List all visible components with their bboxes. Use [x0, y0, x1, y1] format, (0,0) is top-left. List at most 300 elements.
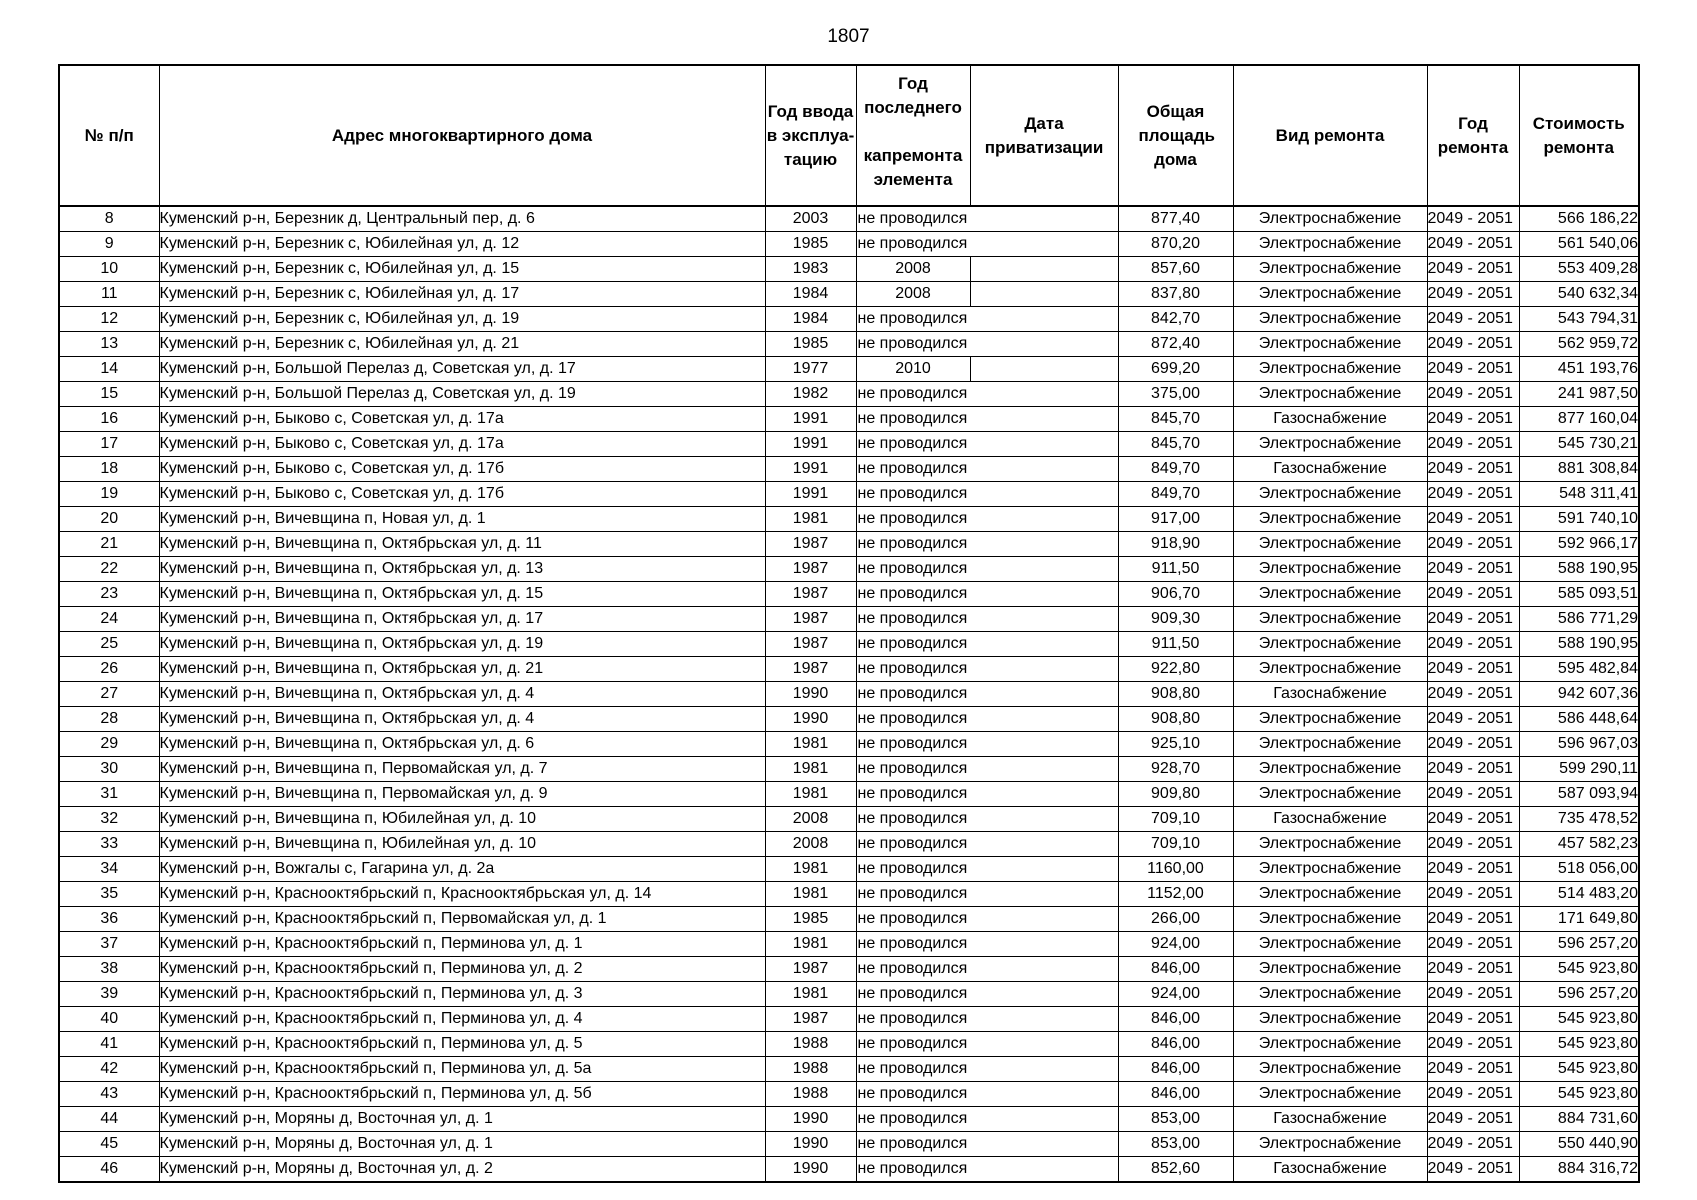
row-area: 908,80: [1118, 682, 1233, 707]
row-repair-period: 2049 - 2051: [1427, 407, 1519, 432]
table-row: [59, 982, 1639, 1007]
row-repair-period: 2049 - 2051: [1427, 1132, 1519, 1157]
row-commission-year: 1987: [765, 957, 856, 982]
row-commission-year: 1990: [765, 1107, 856, 1132]
table-row: [59, 232, 1639, 257]
row-number: 10: [59, 257, 159, 282]
row-area: 1152,00: [1118, 882, 1233, 907]
row-repair-period: 2049 - 2051: [1427, 732, 1519, 757]
row-repair-kind: Электроснабжение: [1233, 632, 1427, 657]
row-address: Куменский р-н, Быково с, Советская ул, д. 17а: [159, 407, 765, 432]
row-privatization: [970, 206, 1118, 232]
row-area: 846,00: [1118, 1057, 1233, 1082]
row-number: 26: [59, 657, 159, 682]
row-repair-cost: 514 483,20: [1519, 882, 1639, 907]
row-last-repair: не проводился: [856, 882, 970, 907]
row-last-repair: не проводился: [856, 432, 970, 457]
row-repair-cost: 518 056,00: [1519, 857, 1639, 882]
row-repair-period: 2049 - 2051: [1427, 882, 1519, 907]
row-privatization: [970, 1007, 1118, 1032]
row-privatization: [970, 657, 1118, 682]
row-repair-kind: Электроснабжение: [1233, 607, 1427, 632]
row-area: 845,70: [1118, 432, 1233, 457]
row-number: 18: [59, 457, 159, 482]
row-area: 853,00: [1118, 1107, 1233, 1132]
row-area: 857,60: [1118, 257, 1233, 282]
row-area: 849,70: [1118, 457, 1233, 482]
row-last-repair: не проводился: [856, 1082, 970, 1107]
table-row: [59, 1007, 1639, 1032]
row-address: Куменский р-н, Моряны д, Восточная ул, д. 2: [159, 1157, 765, 1183]
row-address: Куменский р-н, Большой Перелаз д, Советская ул, д. 19: [159, 382, 765, 407]
row-repair-period: 2049 - 2051: [1427, 1107, 1519, 1132]
table-row: [59, 382, 1639, 407]
table-row: [59, 307, 1639, 332]
row-last-repair: не проводился: [856, 957, 970, 982]
row-number: 24: [59, 607, 159, 632]
row-repair-kind: Электроснабжение: [1233, 357, 1427, 382]
header-num: № п/п: [59, 65, 159, 206]
row-repair-period: 2049 - 2051: [1427, 682, 1519, 707]
row-last-repair: 2008: [856, 257, 970, 282]
row-repair-cost: 884 316,72: [1519, 1157, 1639, 1183]
row-number: 41: [59, 1032, 159, 1057]
row-repair-cost: 596 257,20: [1519, 932, 1639, 957]
row-privatization: [970, 432, 1118, 457]
row-last-repair: не проводился: [856, 1157, 970, 1183]
row-address: Куменский р-н, Березник с, Юбилейная ул, д. 12: [159, 232, 765, 257]
row-repair-kind: Электроснабжение: [1233, 206, 1427, 232]
row-repair-cost: 545 923,80: [1519, 1007, 1639, 1032]
row-repair-kind: Газоснабжение: [1233, 457, 1427, 482]
row-last-repair: не проводился: [856, 1032, 970, 1057]
row-area: 877,40: [1118, 206, 1233, 232]
row-address: Куменский р-н, Вичевщина п, Первомайская ул, д. 9: [159, 782, 765, 807]
row-commission-year: 1987: [765, 557, 856, 582]
row-repair-period: 2049 - 2051: [1427, 1007, 1519, 1032]
row-number: 32: [59, 807, 159, 832]
row-privatization: [970, 1132, 1118, 1157]
row-commission-year: 1988: [765, 1032, 856, 1057]
row-repair-period: 2049 - 2051: [1427, 332, 1519, 357]
row-repair-cost: 591 740,10: [1519, 507, 1639, 532]
row-privatization: [970, 957, 1118, 982]
row-repair-cost: 586 448,64: [1519, 707, 1639, 732]
row-last-repair: не проводился: [856, 632, 970, 657]
row-number: 46: [59, 1157, 159, 1183]
row-area: 924,00: [1118, 982, 1233, 1007]
header-last-repair-bottom: капремонта элемента: [863, 146, 963, 189]
row-address: Куменский р-н, Моряны д, Восточная ул, д. 1: [159, 1132, 765, 1157]
table-row: [59, 832, 1639, 857]
row-repair-cost: 588 190,95: [1519, 632, 1639, 657]
row-repair-period: 2049 - 2051: [1427, 957, 1519, 982]
row-repair-period: 2049 - 2051: [1427, 982, 1519, 1007]
row-address: Куменский р-н, Вичевщина п, Октябрьская ул, д. 17: [159, 607, 765, 632]
row-last-repair: не проводился: [856, 307, 970, 332]
row-repair-kind: Электроснабжение: [1233, 707, 1427, 732]
row-commission-year: 1990: [765, 1157, 856, 1183]
row-repair-period: 2049 - 2051: [1427, 507, 1519, 532]
row-address: Куменский р-н, Вичевщина п, Октябрьская ул, д. 21: [159, 657, 765, 682]
row-number: 21: [59, 532, 159, 557]
row-area: 909,30: [1118, 607, 1233, 632]
row-number: 35: [59, 882, 159, 907]
row-commission-year: 1990: [765, 682, 856, 707]
row-area: 918,90: [1118, 532, 1233, 557]
row-repair-kind: Газоснабжение: [1233, 1157, 1427, 1183]
row-area: 846,00: [1118, 957, 1233, 982]
row-last-repair: не проводился: [856, 557, 970, 582]
row-repair-cost: 586 771,29: [1519, 607, 1639, 632]
row-repair-kind: Электроснабжение: [1233, 1132, 1427, 1157]
row-repair-kind: Электроснабжение: [1233, 382, 1427, 407]
table-row: [59, 657, 1639, 682]
row-number: 40: [59, 1007, 159, 1032]
table-row: [59, 932, 1639, 957]
table-row: [59, 532, 1639, 557]
table-row: [59, 1057, 1639, 1082]
row-repair-period: 2049 - 2051: [1427, 282, 1519, 307]
row-privatization: [970, 257, 1118, 282]
row-area: 853,00: [1118, 1132, 1233, 1157]
table-row: [59, 407, 1639, 432]
row-commission-year: 1987: [765, 1007, 856, 1032]
row-repair-cost: 561 540,06: [1519, 232, 1639, 257]
row-repair-cost: 599 290,11: [1519, 757, 1639, 782]
row-last-repair: не проводился: [856, 757, 970, 782]
table-row: [59, 707, 1639, 732]
table-row: [59, 632, 1639, 657]
row-privatization: [970, 582, 1118, 607]
row-repair-cost: 545 923,80: [1519, 1082, 1639, 1107]
table-row: [59, 1032, 1639, 1057]
row-address: Куменский р-н, Березник д, Центральный пер, д. 6: [159, 206, 765, 232]
row-number: 43: [59, 1082, 159, 1107]
row-privatization: [970, 282, 1118, 307]
row-area: 852,60: [1118, 1157, 1233, 1183]
row-privatization: [970, 557, 1118, 582]
row-number: 13: [59, 332, 159, 357]
row-area: 846,00: [1118, 1007, 1233, 1032]
row-last-repair: не проводился: [856, 232, 970, 257]
row-commission-year: 1991: [765, 482, 856, 507]
row-address: Куменский р-н, Вичевщина п, Новая ул, д. 1: [159, 507, 765, 532]
row-address: Куменский р-н, Вичевщина п, Октябрьская ул, д. 6: [159, 732, 765, 757]
row-commission-year: 1985: [765, 332, 856, 357]
row-address: Куменский р-н, Краснооктябрьский п, Первомайская ул, д. 1: [159, 907, 765, 932]
table-row: [59, 507, 1639, 532]
row-commission-year: 1977: [765, 357, 856, 382]
row-last-repair: не проводился: [856, 807, 970, 832]
table-row: [59, 957, 1639, 982]
row-last-repair: не проводился: [856, 332, 970, 357]
table-row: [59, 682, 1639, 707]
table-row: [59, 1107, 1639, 1132]
table-row: [59, 257, 1639, 282]
row-number: 34: [59, 857, 159, 882]
row-privatization: [970, 882, 1118, 907]
row-area: 928,70: [1118, 757, 1233, 782]
row-number: 8: [59, 206, 159, 232]
row-repair-cost: 548 311,41: [1519, 482, 1639, 507]
row-repair-period: 2049 - 2051: [1427, 257, 1519, 282]
row-commission-year: 1981: [765, 757, 856, 782]
row-repair-kind: Электроснабжение: [1233, 307, 1427, 332]
table-row: [59, 357, 1639, 382]
row-address: Куменский р-н, Вичевщина п, Октябрьская ул, д. 15: [159, 582, 765, 607]
row-commission-year: 1981: [765, 857, 856, 882]
row-commission-year: 1984: [765, 307, 856, 332]
row-repair-cost: 877 160,04: [1519, 407, 1639, 432]
header-year: Год ввода в эксплуа-тацию: [765, 65, 856, 206]
row-address: Куменский р-н, Быково с, Советская ул, д. 17б: [159, 457, 765, 482]
row-address: Куменский р-н, Краснооктябрьский п, Перминова ул, д. 4: [159, 1007, 765, 1032]
table-row: [59, 457, 1639, 482]
row-privatization: [970, 1082, 1118, 1107]
row-repair-cost: 562 959,72: [1519, 332, 1639, 357]
row-privatization: [970, 857, 1118, 882]
row-repair-kind: Газоснабжение: [1233, 807, 1427, 832]
row-privatization: [970, 982, 1118, 1007]
row-repair-cost: 545 923,80: [1519, 957, 1639, 982]
row-number: 31: [59, 782, 159, 807]
row-last-repair: не проводился: [856, 832, 970, 857]
row-repair-period: 2049 - 2051: [1427, 932, 1519, 957]
row-privatization: [970, 1157, 1118, 1183]
row-area: 908,80: [1118, 707, 1233, 732]
row-repair-period: 2049 - 2051: [1427, 382, 1519, 407]
row-last-repair: не проводился: [856, 407, 970, 432]
row-repair-period: 2049 - 2051: [1427, 532, 1519, 557]
row-repair-period: 2049 - 2051: [1427, 907, 1519, 932]
row-number: 9: [59, 232, 159, 257]
row-area: 917,00: [1118, 507, 1233, 532]
row-repair-cost: 543 794,31: [1519, 307, 1639, 332]
row-number: 42: [59, 1057, 159, 1082]
row-last-repair: не проводился: [856, 932, 970, 957]
header-last-repair-top: Год последнего: [864, 74, 962, 117]
row-repair-period: 2049 - 2051: [1427, 357, 1519, 382]
row-last-repair: не проводился: [856, 1057, 970, 1082]
row-repair-kind: Электроснабжение: [1233, 257, 1427, 282]
row-repair-period: 2049 - 2051: [1427, 857, 1519, 882]
header-period: Год ремонта: [1427, 65, 1519, 206]
page-number: 1807: [827, 26, 870, 47]
row-last-repair: не проводился: [856, 857, 970, 882]
row-address: Куменский р-н, Краснооктябрьский п, Перминова ул, д. 2: [159, 957, 765, 982]
row-address: Куменский р-н, Березник с, Юбилейная ул, д. 21: [159, 332, 765, 357]
row-repair-kind: Электроснабжение: [1233, 907, 1427, 932]
header-privatization: Дата приватизации: [970, 65, 1118, 206]
row-area: 924,00: [1118, 932, 1233, 957]
row-repair-kind: Электроснабжение: [1233, 1057, 1427, 1082]
row-area: 699,20: [1118, 357, 1233, 382]
row-area: 709,10: [1118, 807, 1233, 832]
row-repair-period: 2049 - 2051: [1427, 1157, 1519, 1183]
row-repair-period: 2049 - 2051: [1427, 832, 1519, 857]
row-number: 12: [59, 307, 159, 332]
table-row: [59, 782, 1639, 807]
row-last-repair: не проводился: [856, 657, 970, 682]
table-row: [59, 582, 1639, 607]
row-repair-period: 2049 - 2051: [1427, 607, 1519, 632]
row-commission-year: 2003: [765, 206, 856, 232]
row-commission-year: 1984: [765, 282, 856, 307]
row-area: 906,70: [1118, 582, 1233, 607]
row-address: Куменский р-н, Краснооктябрьский п, Перминова ул, д. 3: [159, 982, 765, 1007]
row-repair-period: 2049 - 2051: [1427, 707, 1519, 732]
row-number: 29: [59, 732, 159, 757]
row-repair-kind: Газоснабжение: [1233, 407, 1427, 432]
row-number: 20: [59, 507, 159, 532]
row-repair-cost: 596 967,03: [1519, 732, 1639, 757]
row-privatization: [970, 707, 1118, 732]
row-number: 44: [59, 1107, 159, 1132]
row-commission-year: 1990: [765, 707, 856, 732]
row-commission-year: 1990: [765, 1132, 856, 1157]
row-number: 27: [59, 682, 159, 707]
row-repair-cost: 451 193,76: [1519, 357, 1639, 382]
row-repair-cost: 587 093,94: [1519, 782, 1639, 807]
row-repair-kind: Электроснабжение: [1233, 232, 1427, 257]
row-repair-kind: Электроснабжение: [1233, 932, 1427, 957]
row-repair-period: 2049 - 2051: [1427, 782, 1519, 807]
row-area: 375,00: [1118, 382, 1233, 407]
row-area: 837,80: [1118, 282, 1233, 307]
row-address: Куменский р-н, Быково с, Советская ул, д. 17а: [159, 432, 765, 457]
row-last-repair: не проводился: [856, 1132, 970, 1157]
row-repair-cost: 566 186,22: [1519, 206, 1639, 232]
row-commission-year: 1987: [765, 657, 856, 682]
row-last-repair: не проводился: [856, 482, 970, 507]
row-address: Куменский р-н, Вичевщина п, Октябрьская ул, д. 11: [159, 532, 765, 557]
row-area: 842,70: [1118, 307, 1233, 332]
row-repair-cost: 735 478,52: [1519, 807, 1639, 832]
row-repair-period: 2049 - 2051: [1427, 807, 1519, 832]
row-area: 922,80: [1118, 657, 1233, 682]
row-area: 872,40: [1118, 332, 1233, 357]
row-commission-year: 1985: [765, 232, 856, 257]
row-repair-kind: Электроснабжение: [1233, 557, 1427, 582]
row-commission-year: 1983: [765, 257, 856, 282]
row-repair-period: 2049 - 2051: [1427, 1082, 1519, 1107]
row-address: Куменский р-н, Вичевщина п, Октябрьская ул, д. 19: [159, 632, 765, 657]
row-address: Куменский р-н, Краснооктябрьский п, Перминова ул, д. 5а: [159, 1057, 765, 1082]
row-repair-cost: 540 632,34: [1519, 282, 1639, 307]
row-area: 870,20: [1118, 232, 1233, 257]
row-repair-period: 2049 - 2051: [1427, 757, 1519, 782]
row-repair-period: 2049 - 2051: [1427, 1057, 1519, 1082]
row-last-repair: не проводился: [856, 582, 970, 607]
table-row: [59, 206, 1639, 232]
table-row: [59, 807, 1639, 832]
row-repair-kind: Электроснабжение: [1233, 757, 1427, 782]
row-number: 28: [59, 707, 159, 732]
row-repair-kind: Газоснабжение: [1233, 682, 1427, 707]
row-repair-kind: Электроснабжение: [1233, 882, 1427, 907]
row-last-repair: не проводился: [856, 507, 970, 532]
row-privatization: [970, 482, 1118, 507]
row-privatization: [970, 907, 1118, 932]
row-repair-period: 2049 - 2051: [1427, 482, 1519, 507]
row-last-repair: не проводился: [856, 707, 970, 732]
table-row: [59, 1157, 1639, 1183]
table-row: [59, 757, 1639, 782]
row-area: 845,70: [1118, 407, 1233, 432]
row-area: 849,70: [1118, 482, 1233, 507]
table-row: [59, 1082, 1639, 1107]
row-last-repair: не проводился: [856, 1107, 970, 1132]
row-address: Куменский р-н, Вичевщина п, Первомайская ул, д. 7: [159, 757, 765, 782]
row-address: Куменский р-н, Вичевщина п, Октябрьская ул, д. 4: [159, 707, 765, 732]
header-cost: Стоимость ремонта: [1519, 65, 1639, 206]
row-last-repair: не проводился: [856, 532, 970, 557]
row-number: 19: [59, 482, 159, 507]
table-row: [59, 432, 1639, 457]
row-privatization: [970, 1032, 1118, 1057]
row-area: 925,10: [1118, 732, 1233, 757]
row-area: 846,00: [1118, 1032, 1233, 1057]
row-repair-kind: Электроснабжение: [1233, 332, 1427, 357]
table-row: [59, 857, 1639, 882]
header-kind: Вид ремонта: [1233, 65, 1427, 206]
row-number: 30: [59, 757, 159, 782]
row-number: 23: [59, 582, 159, 607]
row-repair-cost: 588 190,95: [1519, 557, 1639, 582]
row-number: 37: [59, 932, 159, 957]
row-number: 14: [59, 357, 159, 382]
table-row: [59, 1132, 1639, 1157]
row-number: 22: [59, 557, 159, 582]
row-commission-year: 1981: [765, 782, 856, 807]
row-address: Куменский р-н, Березник с, Юбилейная ул, д. 19: [159, 307, 765, 332]
row-privatization: [970, 307, 1118, 332]
row-last-repair: не проводился: [856, 907, 970, 932]
row-address: Куменский р-н, Вичевщина п, Юбилейная ул, д. 10: [159, 807, 765, 832]
row-repair-cost: 553 409,28: [1519, 257, 1639, 282]
header-last-repair: [856, 65, 970, 206]
row-address: Куменский р-н, Большой Перелаз д, Советская ул, д. 17: [159, 357, 765, 382]
row-area: 846,00: [1118, 1082, 1233, 1107]
row-repair-period: 2049 - 2051: [1427, 432, 1519, 457]
row-commission-year: 1985: [765, 907, 856, 932]
row-repair-period: 2049 - 2051: [1427, 232, 1519, 257]
row-address: Куменский р-н, Краснооктябрьский п, Перминова ул, д. 5б: [159, 1082, 765, 1107]
row-repair-cost: 545 923,80: [1519, 1032, 1639, 1057]
row-privatization: [970, 807, 1118, 832]
table-header-row: [59, 65, 1639, 206]
row-privatization: [970, 682, 1118, 707]
row-commission-year: 1991: [765, 407, 856, 432]
row-repair-period: 2049 - 2051: [1427, 206, 1519, 232]
row-privatization: [970, 732, 1118, 757]
row-privatization: [970, 382, 1118, 407]
row-commission-year: 1988: [765, 1057, 856, 1082]
row-privatization: [970, 357, 1118, 382]
row-privatization: [970, 1057, 1118, 1082]
row-privatization: [970, 607, 1118, 632]
row-area: 266,00: [1118, 907, 1233, 932]
row-last-repair: не проводился: [856, 457, 970, 482]
row-address: Куменский р-н, Моряны д, Восточная ул, д. 1: [159, 1107, 765, 1132]
row-area: 911,50: [1118, 557, 1233, 582]
row-repair-kind: Электроснабжение: [1233, 957, 1427, 982]
table-row: [59, 882, 1639, 907]
row-repair-kind: Электроснабжение: [1233, 1007, 1427, 1032]
row-privatization: [970, 457, 1118, 482]
row-repair-period: 2049 - 2051: [1427, 557, 1519, 582]
